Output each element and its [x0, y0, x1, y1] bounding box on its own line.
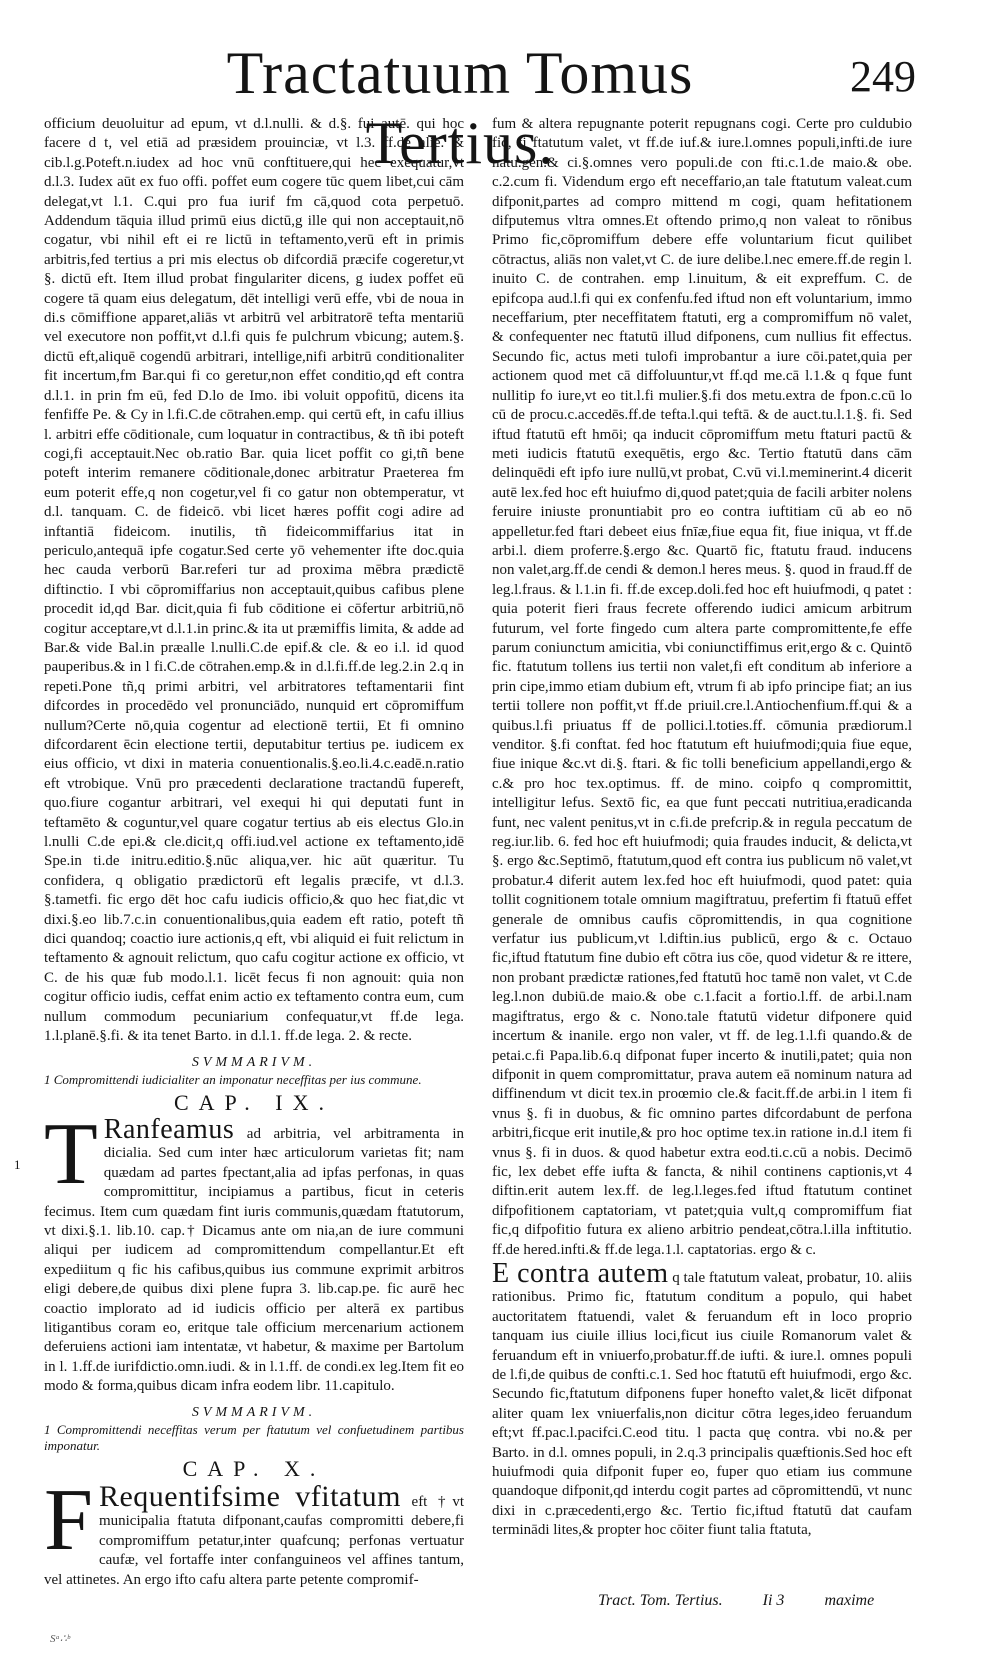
opening-word: E contra autem — [492, 1257, 669, 1289]
opening-word: Requentifsime vfitatum — [98, 1480, 401, 1513]
drop-cap: T — [44, 1105, 98, 1203]
catchword-line — [598, 1592, 898, 1610]
chapter-opening-paragraph — [44, 1105, 465, 1397]
drop-cap: F — [44, 1472, 93, 1569]
summarium-item-text: Compromittendi neceffitas verum per ftatutum vel confuetudinem partibus imponatur. — [44, 1422, 464, 1453]
catchword: maxime — [824, 1592, 875, 1609]
chapter-text: eft †vt municipalia ftatuta difponant,caufas compromitti debere,fi compromiffum petatur,inter quafcunq; perfonas vertuatur caufæ, vel fortaffe inter confanguineos vel affines tantum, vel attinetes. An ergo ifto cafu altera parte petente compromif- — [44, 1494, 464, 1588]
volume-signature: Tract. Tom. Tertius. — [598, 1592, 723, 1609]
contra-paragraph — [492, 1257, 913, 1541]
summarium-item — [44, 1072, 464, 1088]
summarium-item-number: 1 — [44, 1422, 51, 1437]
chapter-text: ad arbitria, vel arbitramenta in dicialia. Sed cum inter hæc articulorum varietas fit; nam quædam ad partes fpectant,alia ad ipfas perfonas, in quas compromittitur, incipiamus a partibus, ficut in ceteris fecimus. Item cum quædam fint iuris communis,quædam ftatutorum, vt dixi.§.1. lib.10. cap.† Dicamus ante om nia,an de iure communi aliqui per iudicem ad compromittendum compellantur.Et eft expediitum q fic his cafibus,quibus ius commune exprimit arbitros eligi debere,de quibus dixi plene fupra 3. lib.cap.pe. fic aurē hec coactio implorato ad id iudicis officio per alterā ex partibus litigantibus coram eo, eritque tale officium mercenarium actionem deferuiens actioni iam intentatæ, vt habetur, & maxime per Bartolum in l. 1.ff.de iurifdictio.omn.iudi. & in l.1.ff. de condi.ex leg.Item fit eo modo & forma,quibus dicam infra eodem libr. 11.capitulo. — [44, 1125, 465, 1395]
right-body-text: fum & altera repugnante poterit repugnans cogi. Certe pro culdubio fic, fi ftatutum valet, vt ff.de iuf.& iure.l.omnes populi,infti.de iure natu.gen.& ci.§.omnes vero populi.de con fti.c.1.de maio.& obe. c.2.cum fi. Videndum ergo eft neceffario,an tale ftatutum valeat.cum difponit,partes ad compro mittend m cogi, quam hefitationem difputemus vltra omnes.Et oftendo primo,q non valeat to rōnibus Primo fic,cōpromiffum debere effe voluntarium ficut quilibet cōtractus, aliās non valet,vt C. de iure delibe.l.nec emere.ff.de regin l. inuito C. de contrahen. emp l.inuitum, & eit expreffum. C. de epifcopa aud.l.fi qui ex confenfu.fed iftud non eft voluntarium, immo neceffarium, pter neceffitatem ftatuti, erg a compromiffum nō valet, & confequenter nec ftatutū illud difponens, cum nullius fit effectus. Secundo fic, actus meti tulofi improbantur a iure cōi.patet,quia per actionem quod met cā diffoluuntur,vt ff.qd me.cā l.1.& q fque funt nullitip fo iure,vt eo tit.l.fi mulier.§.fi dos metu.extra de fpon.c.cū lo cū de procu.c.accedēs.ff.de tefta.l.qui teftā. & de auct.tu.l.1.§. fi. Sed iftud ftatutū eft hmōi; qa inducit cōpromiffum metu ftaturi pactū & meti iudicis ftatutū exequētis, ergo &c. Tertio ftatutū dans cām delinquēdi eft ipfo iure nullū,vt probat, C.vū vi.l.meminerint.4 dicerit autē lex.fed hoc eft huiufmo di,quod patet;quia de facili arbiter nolens feruire iniuste pronuntiabit pro eo contra iuftitiam cū ab eo nō appelletur.fed ftari debeet eius fnīæ,fiue equa fit, fiue iniqua, vt ff.de arbi.l. diem proferre.§.ergo &c. Quartō fic, ftatutu fraud. inducens non valet,arg.ff.de cendi & demon.l heres meus. §. quod in fraud.ff de leg.l.fraus. & l.1.in fi. ff.de excep.doli.fed hoc eft huiufmodi, q patet : quia poterit fieri fraus fecrete offerendo iudici amicum arbitrum futurum, vel forte fingedo cum altera parte compromittente,fe effe parum coniunctum amicitia, vbi coniunctiffimus erit,ergo & c. Quintō fic. ftatutum tollens ius tertii non valet,fi eft conditum ab inferiore a prin cipe,immo etiam dubium eft, vtrum fi ab ipfo principe fiat; an ius tertii tollere non poffit,vt ff.de priuil.cre.l.Antiochenfium.ff.qui & a quibus.l.fi priuatus ff de pollici.l.toties.ff. cōmunia prædiorum.l venditor. §.fi conftat. fed hoc ftatutum eft huiufmodi;quia fiue eque, fiue inique &c.vt di.§. ftari. & fic tolli beneficium appellandi,ergo & c.& pro hoc tex.optimus. ff. de mino. coipfo q compromittit, intelligitur lefus. Sextō fic, ea que funt peccati nutritiua,eradicanda funt, nec valent penitus,vt in c.fi.de prefcrip.& in regula peccatum de reg.iur.lib. 6. fed hoc eft huiufmodi; quia fraudes inducit, & delicta,vt §. ergo &c.Septimō, ftatutum,quod eft contra ius publicum nō valet,vt probatur.4 diferit autem lex.fed hoc eft huiufmodi, quod patet: quia tollit cognitionem totale omnium magiftratuu, prefertim fi ftatuū effet generale de omnibus caufis cōpromittendis, in qua cognitione verfatur ius publicum,vt l.diftin.ius publicū, ergo & c. Octauo fic,iftud ftatutum fine dubio eft cōtra ius cōe, quod videtur & re ittere, non probant prædictæ rationes,fed ftatutū hoc tamē non valet, vt C.de leg.l.non dubiū.de maio.& obe c.1.facit a fortio.l.ff. de arbi.l.nam magiftratus, ergo & c. Nono.tale ftatutū videtur difponere quid incertum & inanile. ergo non valer, vt ff. de leg.1.l.fi quando.& de petai.c.fi Papa.lib.6.q difponat fuper incerto & inutili,patet; quia non difponit in quem compromittatur, prava autem eā nominum natura ad diffinendum vt dicit tex.in proœmio cle.& facit.ff.de arbi.in l item fi vnus §. fi in duobus, & fic omnino partes difcordabunt de perfona arbitri,ficque erit inutile,& pro hoc optime tex.in ratione in.d.l item fi vnus §. fi in duos. & quod habetur extra eod.ti.c.cū a nobis. Decimō fic, lex debet effe iufta & fancta, & nihil continens captionis,vt 4 diftin.erit autem lex.ff. de leg.l.leges.fed iftud ftatutum continet difpofitionem captatoriam, vt patet;quia vult,q compromiffum fiat fic,q difpofitio futura ex alieno arbitrio pendeat,cōtra.l.illa inftitutio. ff.de hered.infti.& ff.de lega.1.l. captatorias. ergo & c. — [492, 116, 912, 1258]
summarium-heading: SVMMARIVM. — [191, 1054, 317, 1070]
gathering-signature: Ii 3 — [762, 1592, 785, 1609]
opening-word: Ranfeamus — [103, 1113, 235, 1145]
summarium-item-text: Compromittendi iudicialiter an imponatur neceffitas per ius commune. — [53, 1071, 422, 1087]
contra-text: q tale ftatutum valeat, probatur, 10. aliis rationibus. Primo fic, ftatutum conditum a populo, qui habet auctoritatem ftatuendi, valet & feruandum eft in loco proprio tanquam ius ciuile illius loci,ficut ius ciuile Romanorum valet & feruandum eft in vniuerfo,probatur.ff.de iufti. & iure.l. omnes populi de l.fi,de quibus de confti.c.1. Sed hoc ftatutū eft huiufmodi, ergo &c. Secundo fic,ftatutum difponens fuper honefto valet,& licēt difponat aliter quam lex vniuerfalis,non dicitur cōtra leges,ideo feruandum eft;vt ff.pac.l.pacifci.C.eod titu. l pacta quę contra. vbi no.& per Barto. in d.l. omnes populi, in 2.q.3 principalis quæftionis.Sed hoc eft huiufmodi quia difponit fuper eo, fuper quo etiam ius commune quandoque difponit,qd interdu cogit partes ad cōpromittendū, vt nunc dixi in c.præcedenti,ergo &c. Tertio fic,iftud ftatutū dat caufam terminādi lites,& propter hoc cōiter fiunt talia ftatuta, — [492, 1269, 913, 1539]
chapter-heading: CAP. IX. — [173, 1089, 335, 1115]
printer-mark: Sᵃ∴ᵇ — [50, 1633, 70, 1645]
left-body-text: officium deuoluitur ad epum, vt d.l.nulli. & d.§. fui autē. qui hoc facere d t, vel etiā ad præsidem prouinciæ, vt l.3. ff.de aliē. & cib.l.g.Poteft.n.iudex ad hoc vnū conftituere,qui hec exequatur,vt d.l.3. Iudex aūt ex fuo offi. poffet eum cogere tūc quem libet,cui cām delegat,vt l.1. C.qui pro fua iurif fm cā,quod cota perpetuō. Addendum tāquia illud primū eius dictū,g ille qui non acceptauit,nō cogatur, vbi nihil eft ei re lictū in teftamento,verū eft in primis arbitris,fed tertius a pri mis electus ob difcordiā præcife cogeretur,vt §. dictū eft. Item illud probat fingulariter dicens, g iudex poffet eū cogere tā quam eius delegatum, dēt intelligi verū effe, vbi de noua in di.s cōmiffione apparet,aliās vt arbitrū vel arbitratorē tefta mentariū vel executore non poffit,vt d.l.fi quis fe pulchrum vbicung; autem.§. dictū eft,aliquē cogendū arbitrari, intellige,nifi arbitrū conditionaliter fit incertum,fm Bar.qui fi co geretur,non effet conditio,qd eft contra d.l.1. in prin fm eū, fed D.lo de Imo. ibi voluit oppofitū, dicens ita fenfiffe Pe. & Cy in l.fi.C.de cōtrahen.emp. qui certū eft, in cafu illius l. arbitri effe cōditionale, cum loquatur in contractibus, & tñ ibi poteft cogi,fi acceptauit.Nec ob.ratio Bar. quia licet poffit co gi,tñ bene poteft interim remanere cōditionale,donec arbitratur Praeterea fm eum poterit effe,q non cogetur,vel fi co gatur non obtemperatur, vt d.l. tanquam. C. de fideicō. vbi licet hæres poffit cogi adire ad inftantiā fideicom. inutilis, tñ fideicommiffarius itat in periculo,antequā ipfe cogatur.Sed certe yō vehementer ifte doc.quia hec cauda verborū Bar.referi tur ad proxima mēbra prædictē diftinctio. I vbi cōpromiffarius non acceptauit,quibus cafibus plene procedit id,qd Bar. dicit,quia fi fub cōditione ei cōfertur arbitriū,nō cogitur acceptare,vt d.l.1.in princ.& ita ut præmiffis limita, & adde ad Bar.& vide Bal.in præalle l.nulli.C.de epif.& cle. & eo i.l. id quod pauperibus.& in l fi.C.de cōtrahen.emp.& in d.l.fi.ff.de leg.2.in 2.q in repeti.Pone tñ,q primi arbitri, vel arbitratores teftamentarii fint difcordes in procedēdo vel pronunciādo, nunquid ert cōpromiffum nullum?Certe nō,quia cogentur ad electionē tertii, Et fi omnino difcordarent ēcin electione tertii, deputabitur tertius pe. iudicem ex eius officio, vt dixi in materia conuentionalis.§.eo.li.4.c.eadē.n.ratio eft vtrobique. Vnū pro præcedenti declaratione tractandū fupereft, quo.fiure cogantur arbitrari, vel exequi hi qui deputati funt in teftamēto & coguntur,vel quare cogatur tertius ab eis electus Glo.in l.nulli C.de epi.& cle.dicit,q offi.iud.vel actione ex teftamento,idē Spe.in ti.de initru.editio.§.nūc aliqua,ver. hic aūt quæritur. Tu confidera, q obligatio prædictorū eft legalis præcife, vt d.l.3. §.tametfi. fic ergo dēt hoc cafu iudicis officio,& quo hec fiat,dic vt dixi.§.eo lib.7.c.in conuentionalibus,quia eadem eft ratio, poteft tñ dici quandoq; coactio iure actionis,q eft, vbi aliquid ei fuit relictum in teftamento & agnouit relictum, quo cafu cogitur actione ex officio, vt C. de his quæ fub modo.l.1. licēt fecus fi non agnouit: quia non cogitur officio iudis, ceffat enim actio ex teftamento contra eum, cum nullum commodum pecuniarium confequatur,vt ff.de lega. 1.l.planē.§.fi. & ita tenet Barto. in d.l.1. ff.de lega. 2. & recte. — [44, 116, 464, 1045]
margin-note-number: 1 — [14, 1157, 21, 1172]
chapter-heading: CAP. X. — [182, 1456, 326, 1481]
summarium-item-number: 1 — [44, 1071, 51, 1087]
summarium-heading: SVMMARIVM. — [191, 1404, 317, 1420]
left-column — [14, 115, 465, 1630]
summarium-item — [44, 1422, 464, 1454]
chapter-opening-paragraph — [44, 1472, 464, 1590]
running-title: Tractatuum Tomus Tertius. — [226, 40, 694, 176]
page-number: 249 — [850, 52, 916, 101]
right-column — [492, 115, 912, 1585]
